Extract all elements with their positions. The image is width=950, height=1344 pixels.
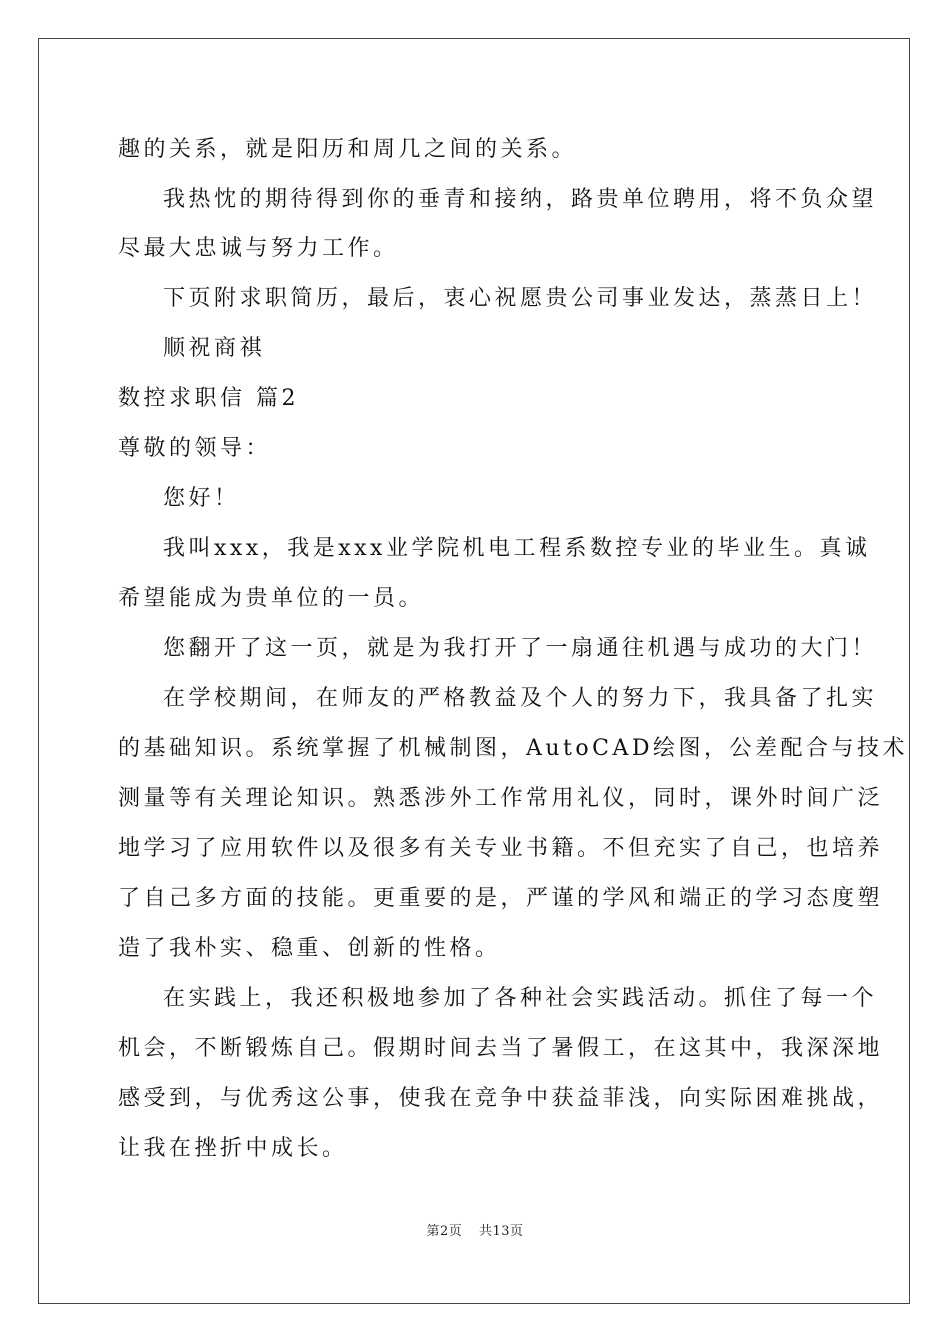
text-line: 让我在挫折中成长。 <box>118 1136 348 1161</box>
text-line: 下页附求职简历，最后，衷心祝愿贵公司事业发达，蒸蒸日上！ <box>163 286 878 311</box>
text-line: 尽最大忠诚与努力工作。 <box>118 236 399 261</box>
text-line: 在实践上，我还积极地参加了各种社会实践活动。抓住了每一个 <box>163 986 878 1011</box>
text-line: 在学校期间，在师友的严格教益及个人的努力下，我具备了扎实 <box>163 686 878 711</box>
salutation: 尊敬的领导： <box>118 436 272 461</box>
section-heading: 数控求职信 篇2 <box>118 386 299 411</box>
page-footer <box>0 1220 950 1239</box>
text-line: 地学习了应用软件以及很多有关专业书籍。不但充实了自己，也培养 <box>118 836 884 861</box>
page-border <box>38 38 910 1304</box>
text-line: 您翻开了这一页，就是为我打开了一扇通往机遇与成功的大门！ <box>163 636 878 661</box>
text-line: 了自己多方面的技能。更重要的是，严谨的学风和端正的学习态度塑 <box>118 886 884 911</box>
text-line: 我叫xxx，我是xxx业学院机电工程系数控专业的毕业生。真诚 <box>163 536 871 561</box>
text-line: 希望能成为贵单位的一员。 <box>118 586 425 611</box>
page-number: 第2页 <box>426 1224 463 1239</box>
text-line: 机会，不断锻炼自己。假期时间去当了暑假工，在这其中，我深深地 <box>118 1036 884 1061</box>
text-line: 趣的关系，就是阳历和周几之间的关系。 <box>118 137 578 162</box>
text-line: 测量等有关理论知识。熟悉涉外工作常用礼仪，同时，课外时间广泛 <box>118 786 884 811</box>
text-line: 感受到，与优秀这公事，使我在竞争中获益菲浅，向实际困难挑战， <box>118 1086 884 1111</box>
greeting: 您好！ <box>163 486 240 511</box>
text-line: 造了我朴实、稳重、创新的性格。 <box>118 936 501 961</box>
text-line: 顺祝商祺 <box>163 336 266 361</box>
page-total: 共13页 <box>478 1224 524 1239</box>
text-line: 的基础知识。系统掌握了机械制图，AutoCAD绘图，公差配合与技术 <box>118 736 909 761</box>
text-line: 我热忱的期待得到你的垂青和接纳，路贵单位聘用，将不负众望 <box>163 187 878 212</box>
